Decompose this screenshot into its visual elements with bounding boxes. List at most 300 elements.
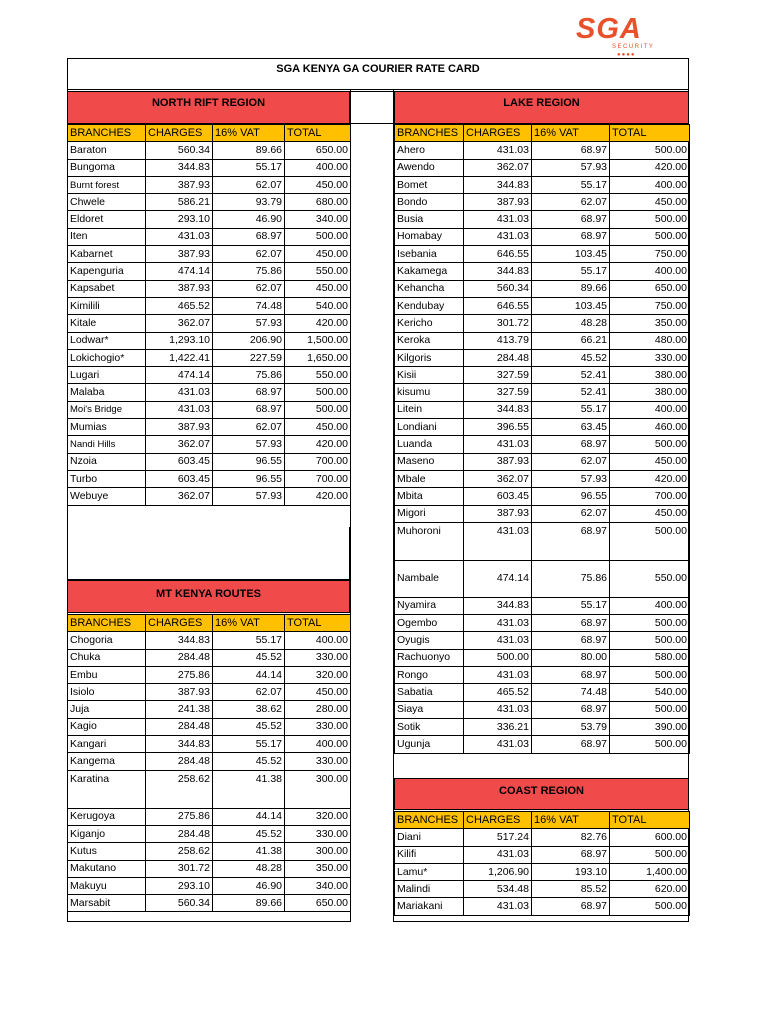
coast-region-rate-table <box>394 811 690 916</box>
rate-value-cell: 450.00 <box>285 280 351 297</box>
branch-name-cell: Karatina <box>68 770 146 808</box>
table-row <box>68 649 351 666</box>
rate-value-cell: 500.00 <box>610 898 690 915</box>
table-row <box>395 736 690 753</box>
rate-value-cell: 75.86 <box>213 263 285 280</box>
column-header: TOTAL <box>610 125 690 142</box>
rate-value-cell: 500.00 <box>464 649 532 666</box>
rate-value-cell: 68.97 <box>532 228 610 245</box>
rate-value-cell: 96.55 <box>213 453 285 470</box>
column-header: CHARGES <box>464 125 532 142</box>
rate-value-cell: 75.86 <box>532 560 610 597</box>
rate-value-cell: 300.00 <box>285 843 351 860</box>
branch-name-cell: Keroka <box>395 332 464 349</box>
branch-name-cell: Bomet <box>395 176 464 193</box>
rate-value-cell: 396.55 <box>464 419 532 436</box>
branch-name-cell: Burnt forest <box>68 176 146 193</box>
rate-value-cell: 68.97 <box>213 401 285 418</box>
rate-value-cell: 62.07 <box>532 505 610 522</box>
table-row <box>395 159 690 176</box>
branch-name-cell: Mbita <box>395 488 464 505</box>
table-row <box>68 419 351 436</box>
table-row <box>68 436 351 453</box>
table-row <box>68 315 351 332</box>
rate-value-cell: 390.00 <box>610 718 690 735</box>
branch-name-cell: Malaba <box>68 384 146 401</box>
rate-value-cell: 400.00 <box>285 159 351 176</box>
table-row <box>68 194 351 211</box>
rate-value-cell: 400.00 <box>610 597 690 614</box>
table-header-row <box>395 125 690 142</box>
branch-name-cell: Ugunja <box>395 736 464 753</box>
branch-name-cell: Makutano <box>68 860 146 877</box>
rate-value-cell: 431.03 <box>464 632 532 649</box>
table-row <box>395 315 690 332</box>
branch-name-cell: Makuyu <box>68 877 146 894</box>
rate-value-cell: 580.00 <box>610 649 690 666</box>
rate-value-cell: 74.48 <box>532 684 610 701</box>
rate-value-cell: 55.17 <box>532 176 610 193</box>
rate-value-cell: 450.00 <box>610 453 690 470</box>
table-row <box>395 453 690 470</box>
rate-value-cell: 55.17 <box>213 159 285 176</box>
table-row <box>68 159 351 176</box>
branch-name-cell: Isebania <box>395 246 464 263</box>
table-row <box>395 846 690 863</box>
rate-value-cell: 431.03 <box>464 615 532 632</box>
branch-name-cell: Siaya <box>395 701 464 718</box>
rate-value-cell: 380.00 <box>610 367 690 384</box>
branch-name-cell: Webuye <box>68 488 146 505</box>
table-row <box>68 297 351 314</box>
rate-value-cell: 750.00 <box>610 297 690 314</box>
table-row <box>68 632 351 649</box>
north-rift-region-header: NORTH RIFT REGION <box>67 91 350 124</box>
branch-name-cell: Homabay <box>395 228 464 245</box>
rate-value-cell: 420.00 <box>610 159 690 176</box>
rate-value-cell: 336.21 <box>464 718 532 735</box>
branch-name-cell: Mbale <box>395 470 464 487</box>
rate-value-cell: 362.07 <box>146 315 213 332</box>
branch-name-cell: Kagio <box>68 718 146 735</box>
rate-value-cell: 293.10 <box>146 877 213 894</box>
rate-value-cell: 68.97 <box>532 522 610 560</box>
rate-value-cell: 85.52 <box>532 881 610 898</box>
branch-name-cell: Kangema <box>68 753 146 770</box>
table-row <box>395 597 690 614</box>
rate-value-cell: 600.00 <box>610 829 690 846</box>
branch-name-cell: Nzoia <box>68 453 146 470</box>
branch-name-cell: Lokichogio* <box>68 349 146 366</box>
rate-value-cell: 57.93 <box>213 436 285 453</box>
table-header-row <box>68 615 351 632</box>
rate-value-cell: 362.07 <box>464 470 532 487</box>
rate-value-cell: 45.52 <box>213 649 285 666</box>
rate-value-cell: 63.45 <box>532 419 610 436</box>
table-row <box>68 401 351 418</box>
rate-value-cell: 103.45 <box>532 297 610 314</box>
rate-value-cell: 387.93 <box>464 194 532 211</box>
north-rift-rate-table <box>67 124 351 506</box>
rate-value-cell: 55.17 <box>532 401 610 418</box>
branch-name-cell: Kilifi <box>395 846 464 863</box>
rate-value-cell: 550.00 <box>285 263 351 280</box>
branch-name-cell: Chuka <box>68 649 146 666</box>
rate-value-cell: 62.07 <box>213 176 285 193</box>
table-row <box>68 895 351 912</box>
rate-value-cell: 96.55 <box>532 488 610 505</box>
rate-value-cell: 258.62 <box>146 843 213 860</box>
separator-header-box <box>350 91 394 124</box>
branch-name-cell: Chogoria <box>68 632 146 649</box>
rate-value-cell: 280.00 <box>285 701 351 718</box>
branch-name-cell: Iten <box>68 228 146 245</box>
rate-value-cell: 330.00 <box>610 349 690 366</box>
rate-value-cell: 93.79 <box>213 194 285 211</box>
rate-value-cell: 344.83 <box>146 159 213 176</box>
rate-value-cell: 500.00 <box>610 228 690 245</box>
rate-value-cell: 68.97 <box>532 701 610 718</box>
branch-name-cell: Kehancha <box>395 280 464 297</box>
rate-value-cell: 620.00 <box>610 881 690 898</box>
rate-value-cell: 344.83 <box>464 597 532 614</box>
rate-value-cell: 68.97 <box>532 615 610 632</box>
rate-value-cell: 560.34 <box>464 280 532 297</box>
rate-value-cell: 465.52 <box>464 684 532 701</box>
table-row <box>395 863 690 880</box>
table-row <box>68 808 351 825</box>
branch-name-cell: Londiani <box>395 419 464 436</box>
branch-name-cell: Sotik <box>395 718 464 735</box>
branch-name-cell: Moi's Bridge <box>68 401 146 418</box>
rate-value-cell: 650.00 <box>285 142 351 159</box>
rate-value-cell: 380.00 <box>610 384 690 401</box>
rate-value-cell: 400.00 <box>610 176 690 193</box>
branch-name-cell: Ogembo <box>395 615 464 632</box>
rate-value-cell: 1,422.41 <box>146 349 213 366</box>
branch-name-cell: Juja <box>68 701 146 718</box>
table-row <box>68 877 351 894</box>
column-header: CHARGES <box>146 125 213 142</box>
branch-name-cell: Diani <box>395 829 464 846</box>
rate-value-cell: 103.45 <box>532 246 610 263</box>
rate-value-cell: 68.97 <box>532 436 610 453</box>
rate-value-cell: 344.83 <box>146 632 213 649</box>
table-row <box>68 843 351 860</box>
table-row <box>395 176 690 193</box>
column-header: BRANCHES <box>68 615 146 632</box>
rate-value-cell: 500.00 <box>610 522 690 560</box>
rate-value-cell: 55.17 <box>213 632 285 649</box>
rate-value-cell: 344.83 <box>146 736 213 753</box>
table-row <box>68 349 351 366</box>
rate-value-cell: 465.52 <box>146 297 213 314</box>
rate-value-cell: 275.86 <box>146 666 213 683</box>
rate-value-cell: 96.55 <box>213 470 285 487</box>
rate-value-cell: 431.03 <box>464 667 532 684</box>
rate-value-cell: 62.07 <box>213 280 285 297</box>
table-row <box>395 898 690 915</box>
table-row <box>395 436 690 453</box>
rate-value-cell: 431.03 <box>464 228 532 245</box>
rate-value-cell: 89.66 <box>213 895 285 912</box>
branch-name-cell: Maseno <box>395 453 464 470</box>
rate-value-cell: 500.00 <box>610 436 690 453</box>
column-header: CHARGES <box>146 615 213 632</box>
table-row <box>395 246 690 263</box>
rate-value-cell: 431.03 <box>464 436 532 453</box>
table-row <box>68 263 351 280</box>
rate-value-cell: 48.28 <box>213 860 285 877</box>
rate-value-cell: 284.48 <box>146 825 213 842</box>
rate-value-cell: 57.93 <box>213 488 285 505</box>
rate-value-cell: 53.79 <box>532 718 610 735</box>
column-header: 16% VAT <box>532 125 610 142</box>
branch-name-cell: Kapsabet <box>68 280 146 297</box>
table-row <box>395 194 690 211</box>
rate-value-cell: 293.10 <box>146 211 213 228</box>
table-row <box>395 701 690 718</box>
rate-value-cell: 68.97 <box>532 142 610 159</box>
rate-value-cell: 301.72 <box>464 315 532 332</box>
branch-name-cell: Kerugoya <box>68 808 146 825</box>
rate-value-cell: 431.03 <box>146 401 213 418</box>
branch-name-cell: Litein <box>395 401 464 418</box>
rate-value-cell: 431.03 <box>464 898 532 915</box>
rate-value-cell: 500.00 <box>610 211 690 228</box>
rate-value-cell: 400.00 <box>285 736 351 753</box>
rate-value-cell: 284.48 <box>146 649 213 666</box>
rate-value-cell: 68.97 <box>532 846 610 863</box>
rate-value-cell: 62.07 <box>532 194 610 211</box>
branch-name-cell: Bungoma <box>68 159 146 176</box>
branch-name-cell: Chwele <box>68 194 146 211</box>
rate-value-cell: 420.00 <box>285 488 351 505</box>
table-row <box>395 488 690 505</box>
rate-value-cell: 320.00 <box>285 808 351 825</box>
logo-dots: ●●●● <box>617 52 636 58</box>
table-row <box>68 211 351 228</box>
table-row <box>395 615 690 632</box>
rate-value-cell: 48.28 <box>532 315 610 332</box>
rate-value-cell: 650.00 <box>285 895 351 912</box>
rate-value-cell: 301.72 <box>146 860 213 877</box>
branch-name-cell: Baraton <box>68 142 146 159</box>
branch-name-cell: Ahero <box>395 142 464 159</box>
rate-value-cell: 387.93 <box>146 176 213 193</box>
rate-value-cell: 400.00 <box>610 263 690 280</box>
table-row <box>68 176 351 193</box>
rate-value-cell: 68.97 <box>213 228 285 245</box>
rate-value-cell: 57.93 <box>532 470 610 487</box>
rate-value-cell: 500.00 <box>610 701 690 718</box>
branch-name-cell: Kangari <box>68 736 146 753</box>
rate-value-cell: 474.14 <box>146 263 213 280</box>
branch-name-cell: Mumias <box>68 419 146 436</box>
rate-value-cell: 320.00 <box>285 666 351 683</box>
table-row <box>68 860 351 877</box>
rate-value-cell: 75.86 <box>213 367 285 384</box>
rate-value-cell: 62.07 <box>213 419 285 436</box>
rate-value-cell: 431.03 <box>464 701 532 718</box>
rate-value-cell: 500.00 <box>610 615 690 632</box>
table-row <box>395 718 690 735</box>
rate-value-cell: 52.41 <box>532 384 610 401</box>
rate-value-cell: 330.00 <box>285 825 351 842</box>
table-row <box>395 684 690 701</box>
rate-value-cell: 650.00 <box>610 280 690 297</box>
logo-subtitle: SECURITY <box>612 44 655 50</box>
branch-name-cell: Kutus <box>68 843 146 860</box>
table-row <box>395 522 690 560</box>
branch-name-cell: Rongo <box>395 667 464 684</box>
rate-value-cell: 586.21 <box>146 194 213 211</box>
rate-value-cell: 330.00 <box>285 753 351 770</box>
rate-value-cell: 66.21 <box>532 332 610 349</box>
table-row <box>395 667 690 684</box>
rate-value-cell: 387.93 <box>464 505 532 522</box>
rate-value-cell: 46.90 <box>213 211 285 228</box>
branch-name-cell: Kakamega <box>395 263 464 280</box>
table-row <box>395 560 690 597</box>
branch-name-cell: Oyugis <box>395 632 464 649</box>
rate-value-cell: 350.00 <box>610 315 690 332</box>
rate-value-cell: 560.34 <box>146 895 213 912</box>
rate-value-cell: 55.17 <box>213 736 285 753</box>
branch-name-cell: Kapenguria <box>68 263 146 280</box>
table-row <box>68 825 351 842</box>
rate-value-cell: 480.00 <box>610 332 690 349</box>
table-row <box>68 488 351 505</box>
rate-value-cell: 344.83 <box>464 263 532 280</box>
branch-name-cell: Turbo <box>68 470 146 487</box>
rate-value-cell: 340.00 <box>285 877 351 894</box>
rate-value-cell: 413.79 <box>464 332 532 349</box>
branch-name-cell: Kendubay <box>395 297 464 314</box>
rate-value-cell: 540.00 <box>610 684 690 701</box>
column-header: CHARGES <box>464 812 532 829</box>
rate-value-cell: 275.86 <box>146 808 213 825</box>
branch-name-cell: Bondo <box>395 194 464 211</box>
rate-value-cell: 206.90 <box>213 332 285 349</box>
table-row <box>395 419 690 436</box>
branch-name-cell: Nambale <box>395 560 464 597</box>
rate-value-cell: 362.07 <box>464 159 532 176</box>
rate-value-cell: 89.66 <box>213 142 285 159</box>
rate-value-cell: 68.97 <box>532 632 610 649</box>
rate-value-cell: 431.03 <box>464 211 532 228</box>
rate-value-cell: 700.00 <box>610 488 690 505</box>
table-row <box>68 736 351 753</box>
table-row <box>68 701 351 718</box>
column-header: 16% VAT <box>213 125 285 142</box>
rate-value-cell: 560.34 <box>146 142 213 159</box>
table-row <box>68 228 351 245</box>
branch-name-cell: Kiganjo <box>68 825 146 842</box>
rate-value-cell: 1,500.00 <box>285 332 351 349</box>
table-row <box>68 753 351 770</box>
rate-value-cell: 1,400.00 <box>610 863 690 880</box>
rate-value-cell: 57.93 <box>532 159 610 176</box>
rate-value-cell: 80.00 <box>532 649 610 666</box>
rate-value-cell: 420.00 <box>285 315 351 332</box>
rate-value-cell: 62.07 <box>213 246 285 263</box>
rate-value-cell: 57.93 <box>213 315 285 332</box>
rate-value-cell: 500.00 <box>285 384 351 401</box>
rate-value-cell: 550.00 <box>610 560 690 597</box>
table-row <box>395 649 690 666</box>
column-header: TOTAL <box>610 812 690 829</box>
rate-value-cell: 344.83 <box>464 401 532 418</box>
table-row <box>68 246 351 263</box>
branch-name-cell: Lugari <box>68 367 146 384</box>
rate-value-cell: 750.00 <box>610 246 690 263</box>
rate-value-cell: 68.97 <box>532 898 610 915</box>
column-header: BRANCHES <box>395 812 464 829</box>
rate-value-cell: 500.00 <box>285 401 351 418</box>
rate-value-cell: 44.14 <box>213 808 285 825</box>
rate-value-cell: 41.38 <box>213 770 285 808</box>
table-row <box>68 280 351 297</box>
rate-value-cell: 330.00 <box>285 649 351 666</box>
north-rift-blank-area <box>67 527 350 580</box>
rate-value-cell: 44.14 <box>213 666 285 683</box>
rate-value-cell: 68.97 <box>213 384 285 401</box>
rate-value-cell: 603.45 <box>146 453 213 470</box>
branch-name-cell: Rachuonyo <box>395 649 464 666</box>
rate-value-cell: 500.00 <box>610 846 690 863</box>
column-header: 16% VAT <box>213 615 285 632</box>
branch-name-cell: Kabarnet <box>68 246 146 263</box>
branch-name-cell: kisumu <box>395 384 464 401</box>
rate-value-cell: 327.59 <box>464 367 532 384</box>
rate-value-cell: 344.83 <box>464 176 532 193</box>
rate-value-cell: 62.07 <box>213 684 285 701</box>
rate-value-cell: 646.55 <box>464 246 532 263</box>
rate-value-cell: 45.52 <box>532 349 610 366</box>
mt-kenya-rate-table <box>67 614 351 912</box>
column-header: TOTAL <box>285 615 351 632</box>
rate-value-cell: 350.00 <box>285 860 351 877</box>
rate-value-cell: 362.07 <box>146 488 213 505</box>
rate-value-cell: 387.93 <box>464 453 532 470</box>
rate-value-cell: 241.38 <box>146 701 213 718</box>
rate-value-cell: 330.00 <box>285 718 351 735</box>
table-row <box>395 401 690 418</box>
rate-value-cell: 1,293.10 <box>146 332 213 349</box>
branch-name-cell: Isiolo <box>68 684 146 701</box>
table-row <box>68 770 351 808</box>
rate-value-cell: 431.03 <box>464 736 532 753</box>
table-row <box>395 349 690 366</box>
table-row <box>395 881 690 898</box>
rate-value-cell: 62.07 <box>532 453 610 470</box>
rate-value-cell: 284.48 <box>464 349 532 366</box>
rate-value-cell: 700.00 <box>285 470 351 487</box>
branch-name-cell: Awendo <box>395 159 464 176</box>
rate-value-cell: 387.93 <box>146 419 213 436</box>
rate-value-cell: 46.90 <box>213 877 285 894</box>
table-row <box>68 666 351 683</box>
rate-value-cell: 52.41 <box>532 367 610 384</box>
branch-name-cell: Malindi <box>395 881 464 898</box>
rate-value-cell: 1,206.90 <box>464 863 532 880</box>
table-row <box>395 632 690 649</box>
branch-name-cell: Kisii <box>395 367 464 384</box>
rate-value-cell: 387.93 <box>146 280 213 297</box>
rate-value-cell: 500.00 <box>610 632 690 649</box>
rate-value-cell: 400.00 <box>285 632 351 649</box>
